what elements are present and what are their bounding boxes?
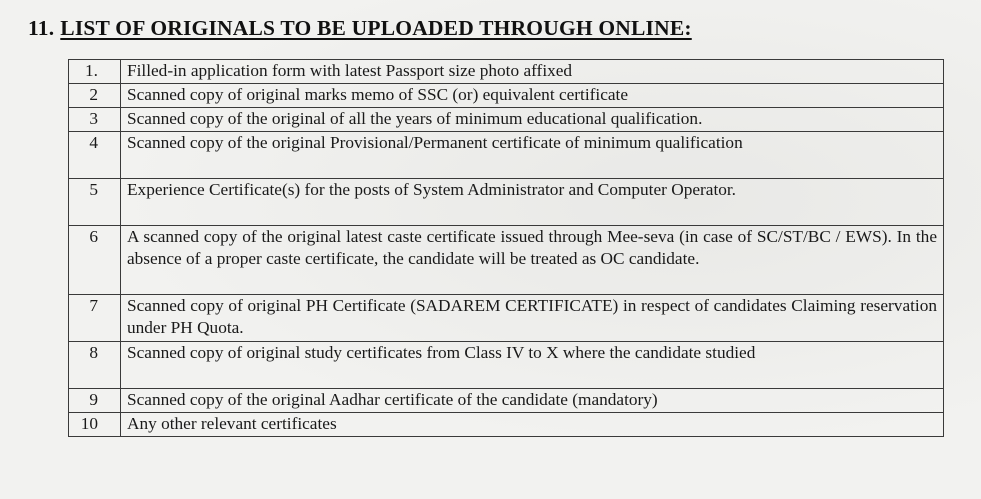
item-number: 6 <box>69 226 121 295</box>
section-heading <box>28 16 692 41</box>
item-number: 10 <box>69 413 121 437</box>
item-number: 8 <box>69 342 121 389</box>
item-number: 3 <box>69 108 121 132</box>
item-number: 2 <box>69 84 121 108</box>
originals-table <box>68 59 944 437</box>
item-text: Scanned copy of the original Aadhar certificate of the candidate (mandatory) <box>121 389 944 413</box>
table-row <box>69 389 944 413</box>
section-title: LIST OF ORIGINALS TO BE UPLOADED THROUGH ONLINE: <box>60 16 692 40</box>
table-row <box>69 108 944 132</box>
item-number: 4 <box>69 132 121 179</box>
table-row <box>69 413 944 437</box>
table-row <box>69 84 944 108</box>
table-row <box>69 60 944 84</box>
table-row <box>69 295 944 342</box>
table-row <box>69 226 944 295</box>
item-text: Scanned copy of original marks memo of SSC (or) equivalent certificate <box>121 84 944 108</box>
item-text: Scanned copy of the original of all the years of minimum educational qualification. <box>121 108 944 132</box>
table-row <box>69 342 944 389</box>
item-text: A scanned copy of the original latest caste certificate issued through Mee-seva (in case of SC/ST/BC / EWS). In the absence of a proper caste certificate, the candidate will be treated as OC candidate. <box>121 226 944 295</box>
item-number: 9 <box>69 389 121 413</box>
item-text: Scanned copy of original PH Certificate (SADAREM CERTIFICATE) in respect of candidates Claiming reservation under PH Quota. <box>121 295 944 342</box>
item-number: 5 <box>69 179 121 226</box>
table-row <box>69 132 944 179</box>
item-text: Scanned copy of the original Provisional/Permanent certificate of minimum qualification <box>121 132 944 179</box>
item-text: Any other relevant certificates <box>121 413 944 437</box>
table-row <box>69 179 944 226</box>
item-number: 7 <box>69 295 121 342</box>
section-number: 11. <box>28 16 55 40</box>
item-text: Filled-in application form with latest Passport size photo affixed <box>121 60 944 84</box>
item-text: Experience Certificate(s) for the posts of System Administrator and Computer Operator. <box>121 179 944 226</box>
item-text: Scanned copy of original study certificates from Class IV to X where the candidate studied <box>121 342 944 389</box>
item-number: 1. <box>69 60 121 84</box>
